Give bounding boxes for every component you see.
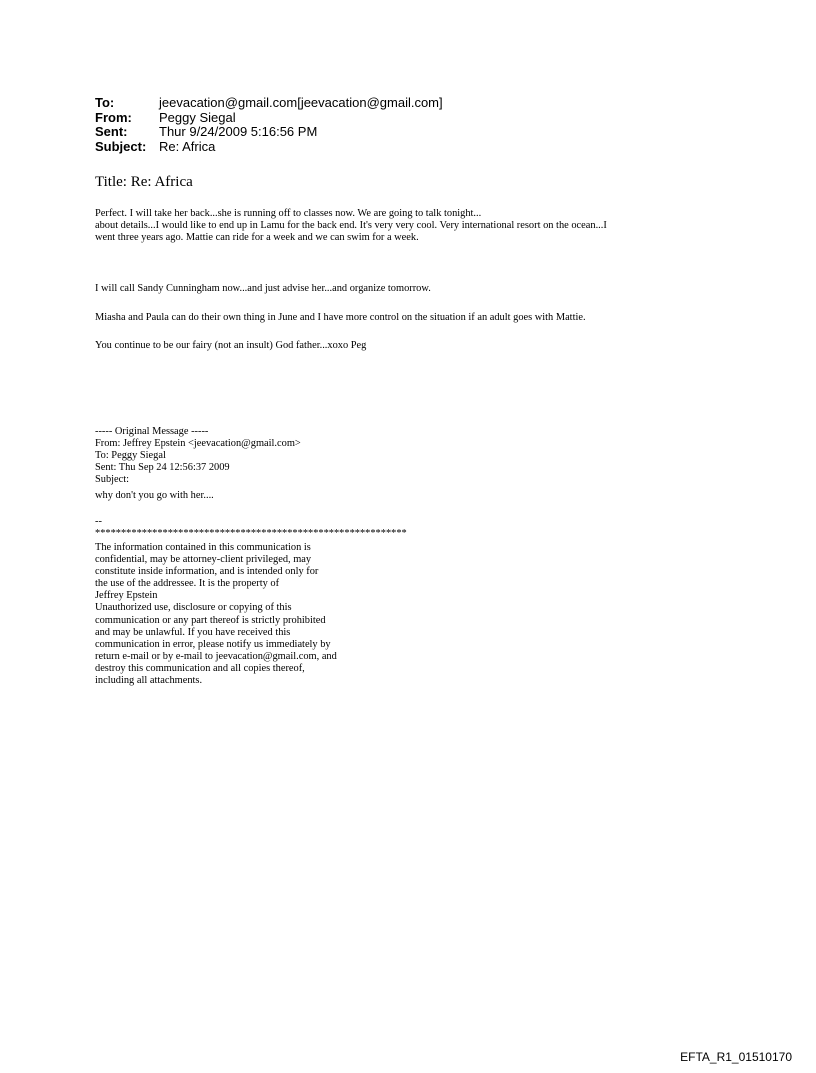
original-from: From: Jeffrey Epstein <jeevacation@gmail.com>: [95, 438, 301, 449]
signature-dashes: --: [95, 516, 102, 527]
disclaimer-line: destroy this communication and all copies thereof,: [95, 662, 305, 674]
original-message-header: [95, 426, 301, 486]
disclaimer-line: Jeffrey Epstein: [95, 590, 158, 602]
message-paragraph-3: Miasha and Paula can do their own thing in June and I have more control on the situation if an adult goes with Mattie.: [95, 312, 586, 323]
message-paragraph-1: [95, 208, 607, 244]
message-line: Perfect. I will take her back...she is running off to classes now. We are going to talk tonight...: [95, 208, 482, 219]
disclaimer-line: return e-mail or by e-mail to jeevacation@gmail.com, and: [95, 650, 337, 662]
disclaimer-line: Unauthorized use, disclosure or copying of this: [95, 602, 292, 614]
document-id: EFTA_R1_01510170: [680, 1050, 792, 1064]
disclaimer-line: confidential, may be attorney-client privileged, may: [95, 554, 312, 566]
from-value: Peggy Siegal: [159, 109, 236, 125]
disclaimer-line: constitute inside information, and is intended only for: [95, 566, 319, 578]
message-paragraph-4: You continue to be our fairy (not an insult) God father...xoxo Peg: [95, 340, 367, 351]
disclaimer-line: including all attachments.: [95, 675, 203, 687]
sent-value: Thur 9/24/2009 5:16:56 PM: [159, 124, 318, 139]
email-header: [95, 96, 443, 154]
to-row: [95, 96, 443, 111]
disclaimer-line: communication in error, please notify us immediately by: [95, 638, 331, 650]
subject-label: Subject:: [95, 138, 147, 154]
sent-label: Sent:: [95, 124, 128, 139]
original-sent: Sent: Thu Sep 24 12:56:37 2009: [95, 462, 230, 473]
subject-value: Re: Africa: [159, 138, 216, 154]
from-row: [95, 111, 443, 126]
email-title: Title: Re: Africa: [95, 174, 193, 190]
sent-row: [95, 125, 443, 140]
disclaimer-line: and may be unlawful. If you have received this: [95, 626, 291, 638]
to-value: jeevacation@gmail.com[jeevacation@gmail.com]: [159, 95, 443, 110]
message-line: about details...I would like to end up in Lamu for the back end. It's very very cool. Very international resort on the ocean...I: [95, 220, 607, 231]
subject-row: [95, 140, 443, 155]
disclaimer-line: The information contained in this communication is: [95, 542, 311, 553]
confidentiality-disclaimer: [95, 542, 337, 687]
original-separator: ----- Original Message -----: [95, 426, 209, 437]
message-paragraph-2: I will call Sandy Cunningham now...and just advise her...and organize tomorrow.: [95, 283, 431, 294]
original-subject: Subject:: [95, 474, 130, 485]
signature-stars: ************************************************************: [95, 528, 407, 539]
from-label: From:: [95, 109, 132, 125]
original-to: To: Peggy Siegal: [95, 450, 166, 461]
disclaimer-line: the use of the addressee. It is the property of: [95, 578, 280, 590]
disclaimer-line: communication or any part thereof is strictly prohibited: [95, 614, 326, 626]
message-line: went three years ago. Mattie can ride for a week and we can swim for a week.: [95, 232, 419, 243]
original-message-body: why don't you go with her....: [95, 490, 214, 501]
to-label: To:: [95, 95, 115, 110]
